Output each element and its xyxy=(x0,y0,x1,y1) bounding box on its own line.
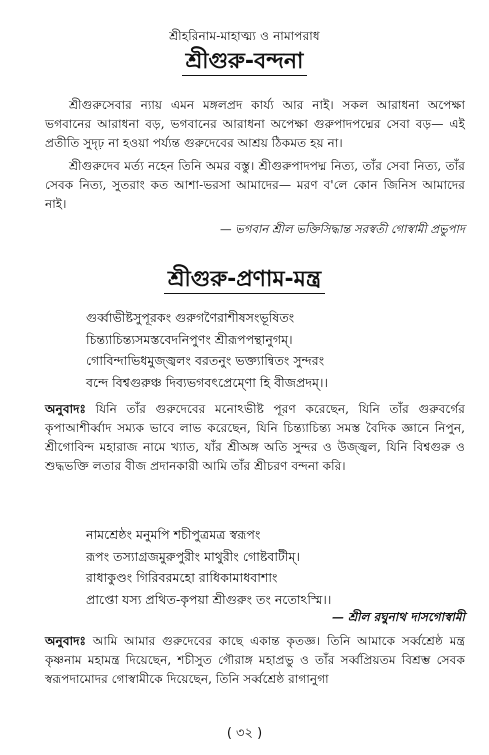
translation-text: যিনি তাঁর গুরুদেবের মনোঽভীষ্ট পূরণ করেছেন, যিনি তাঁর গুরুবর্গের কৃপাআশীর্ব্বাদ সম্যক ভাবে লাভ করেছেন, যিনি চিন্ত্যাচিন্ত্য সমস্ত বৈদিক জ্ঞানে নিপুন, শ্রীগোবিন্দ মহারাজ নামে খ্যাত, যাঁর শ্রীঅঙ্গ অতি সুন্দর ও উজ্জ্বল, যিনি বিশ্বগুরু ও শুদ্ধভক্তি লতার বীজ প্রদানকারী আমি তাঁর শ্রীচরণ বন্দনা করি। xyxy=(45,402,466,473)
section-title-guru-vandana xyxy=(0,44,489,81)
verse-line: রাধাকুণ্ডং গিরিবরমহো রাধিকামাধবাশাং xyxy=(86,570,278,585)
attribution-raghunath: — শ্রীল রঘুনাথ দাসগোস্বামী xyxy=(331,610,465,624)
paragraph-1: শ্রীগুরুসেবার ন্যায় এমন মঙ্গলপ্রদ কার্য্য আর নাই। সকল আরাধনা অপেক্ষা ভগবানের আরাধনা বড়, ভগবানের আরাধনা অপেক্ষা গুরুপাদপদ্মের সেবা বড়— এই প্রতীতি সুদৃঢ় না হওয়া পর্য্যন্ত গুরুদেবের আশ্রয় ঠিকমত হয় না। xyxy=(45,98,465,150)
section-title-pranam-mantra xyxy=(0,262,489,299)
page-number: ( ৩২ ) xyxy=(226,726,263,741)
verse-line: বন্দে বিশ্বগুরুঞ্চ দিব্যভগবৎপ্রেম্ণো হি বীজপ্রদম্।। xyxy=(86,374,328,390)
verse-raghunath xyxy=(86,524,476,610)
verse-pranam-mantra xyxy=(86,307,476,393)
translation-label: অনুবাদঃ xyxy=(45,402,87,416)
running-header: শ্রীহরিনাম-মাহাত্ম্য ও নামাপরাধ xyxy=(169,29,320,43)
section-title-text: শ্রীগুরু-প্রণাম-মন্ত্র xyxy=(164,267,325,294)
translation-1 xyxy=(45,400,465,476)
translation-label: অনুবাদঃ xyxy=(45,634,87,648)
paragraph-2: শ্রীগুরুদেব মর্ত্য নহেন তিনি অমর বস্তু। শ্রীগুরুপাদপদ্ম নিত্য, তাঁর সেবা নিত্য, তাঁর সেবক নিত্য, সুতরাং কত আশা-ভরসা আমাদের— মরণ ব'লে কোন জিনিস আমাদের নাই। xyxy=(45,159,465,211)
translation-2 xyxy=(45,632,465,689)
verse-line: গোবিন্দাভিধমুজ্জ্বলং বরতনুং ভক্ত্যান্বিতং সুন্দরং xyxy=(86,353,325,368)
verse-line: প্রাপ্তো যস্য প্রথিত-কৃপয়া শ্রীগুরুং তং নতোঽস্মি।। xyxy=(86,591,332,607)
verse-line: নামশ্রেষ্ঠং মনুমপি শচীপুত্রমত্র স্বরূপং xyxy=(86,527,261,542)
verse-line: রূপং তস্যাগ্রজমুরুপুরীং মাথুরীং গোষ্টবাটীম্। xyxy=(86,548,301,564)
verse-line: চিন্ত্যাচিন্ত্যসমস্তবেদনিপুণং শ্রীরূপপন্থানুগম্। xyxy=(86,331,293,347)
section-title-text: শ্রীগুরু-বন্দনা xyxy=(182,49,308,76)
translation-text: আমি আমার গুরুদেবের কাছে একান্ত কৃতজ্ঞ। তিনি আমাকে সর্ব্বশ্রেষ্ঠ মন্ত্র কৃষ্ণনাম মহামন্ত্র দিয়েছেন, শচীসুত গৌরাঙ্গ মহাপ্রভু ও তাঁর সর্ব্বপ্রিয়তম বিশ্রম্ভ সেবক স্বরূপদামোদর গোস্বামীকে দিয়েছেন, তিনি সর্ব্বশ্রেষ্ঠ রাগানুগা xyxy=(45,634,466,686)
attribution-prabhupada: — ভগবান শ্রীল ভক্তিসিদ্ধান্ত সরস্বতী গোস্বামী প্রভুপাদ xyxy=(220,222,465,236)
verse-line: গুর্ব্বাভীষ্টসুপূরকং গুরুগণৈরাশীষসংভূষিতং xyxy=(86,310,295,325)
